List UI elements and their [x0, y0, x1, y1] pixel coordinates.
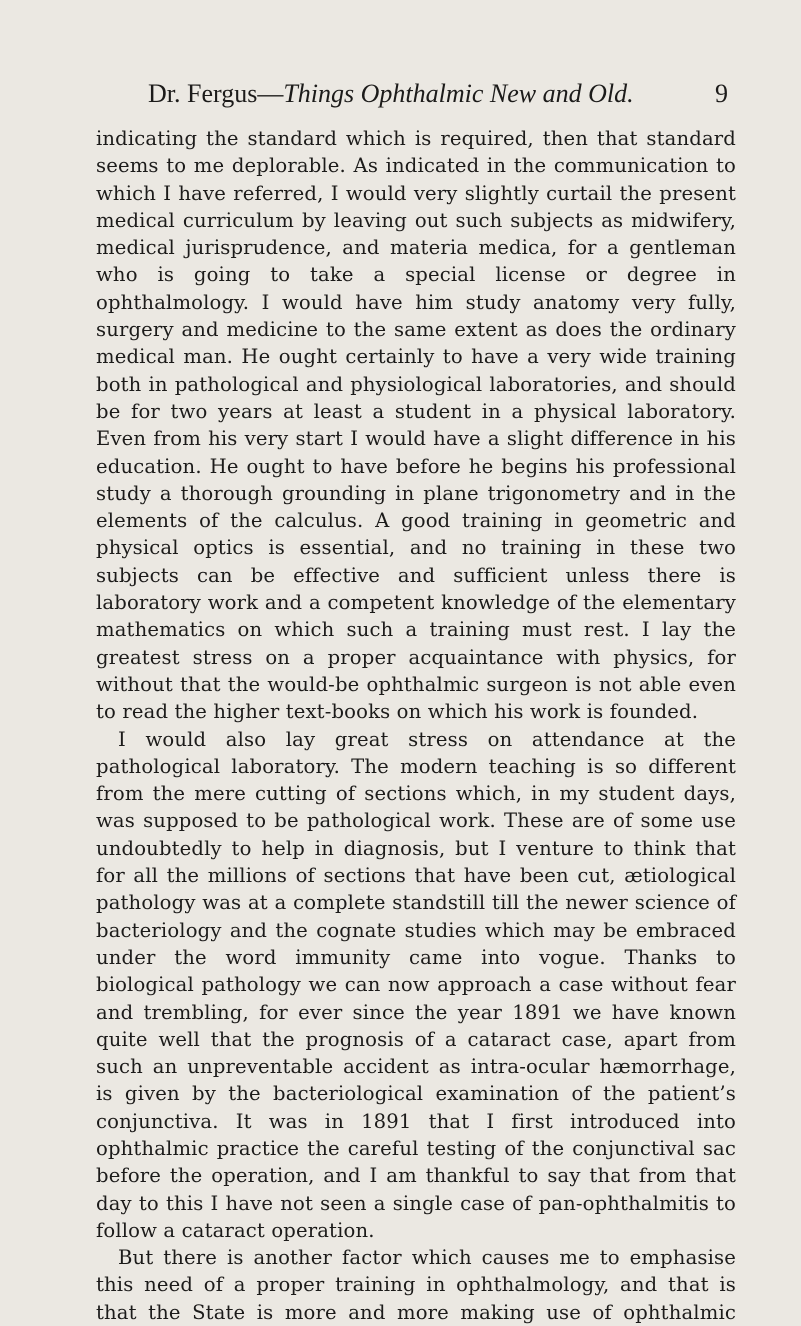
body-text	[96, 125, 736, 1326]
paragraph-3: But there is another factor which causes me to emphasise this need of a proper training in ophthalmology, and that is that the State is more and more making use of ophthalmic	[96, 1246, 736, 1324]
header-separator: —	[257, 79, 284, 108]
running-title	[148, 76, 634, 112]
paragraph-2: I would also lay great stress on attendance at the pathological laboratory. The modern teaching is so different from the mere cutting of sections which, in my student days, was supposed to be pathological work. These are of some use undoubtedly to help in diagnosis, but I venture to think that for all the millions of sections that have been cut, ætiological pathology was at a complete standstill till the newer science of bacteriology and the cognate studies which may be embraced under the word immunity came into vogue. Thanks to biological pathology we can now approach a case without fear and trembling, for ever since the year 1891 we have known quite well that the prognosis of a cataract case, apart from such an unpreventable accident as intra-ocular hæmorrhage, is given by the bacteriological examination of the patient’s conjunctiva. It was in 1891 that I first introduced into ophthalmic practice the careful testing of the conjunctival sac before the operation, and I am thankful to say that from that day to this I have not seen a single case of pan-ophthalmitis to follow a cataract operation.	[96, 727, 736, 1242]
header-author: Dr. Fergus	[148, 79, 258, 108]
running-header	[148, 76, 728, 112]
header-title: Things Ophthalmic New and Old.	[283, 79, 634, 108]
page-number: 9	[715, 79, 728, 108]
paragraph-1: indicating the standard which is required, then that standard seems to me deplorable. As indicated in the communication to which I have referred, I would very slightly curtail the present medical curriculum by leaving out such subjects as midwifery, medical jurisprudence, and materia medica, for a gentleman who is going to take a special license or degree in ophthalmology. I would have him study anatomy very fully, surgery and medicine to the same extent as does the ordinary medical man. He ought certainly to have a very wide training both in pathological and physiological laboratories, and should be for two years at least a student in a physical laboratory. Even from his very start I would have a slight difference in his education. He ought to have before he begins his professional study a thorough grounding in plane trigonometry and in the elements of the calculus. A good training in geometric and physical optics is essential, and no training in these two subjects can be effective and sufficient unless there is laboratory work and a competent knowledge of the elementary mathematics on which such a training must rest. I lay the greatest stress on a proper acquaintance with physics, for without that the would-be ophthalmic surgeon is not able even to read the higher text-books on which his work is founded.	[96, 127, 736, 724]
